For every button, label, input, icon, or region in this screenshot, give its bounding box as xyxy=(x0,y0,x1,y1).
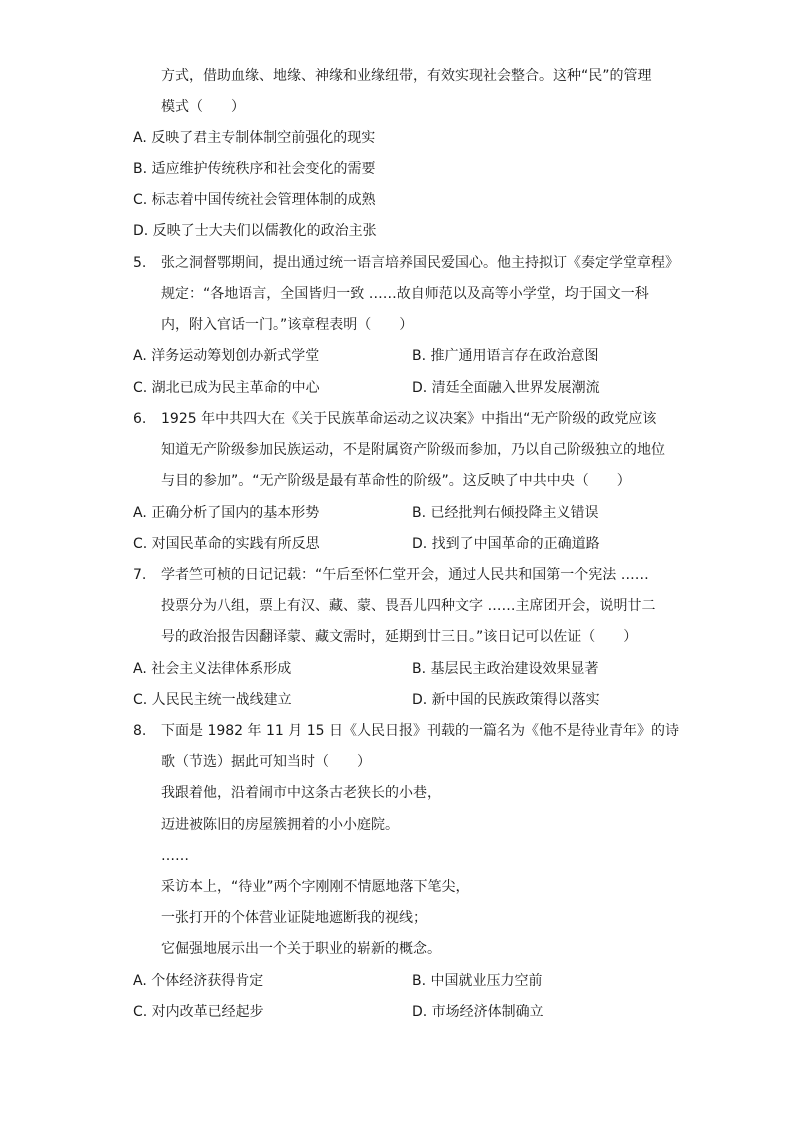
q6-number: 6. xyxy=(133,411,147,427)
q8-option-d: D. 市场经济体制确立 xyxy=(412,1004,544,1020)
q8-number: 8. xyxy=(133,723,147,739)
q5-stem-line: 张之洞督鄂期间，提出通过统一语言培养国民爱国心。他主持拟订《奏定学堂章程》 xyxy=(161,255,679,271)
q5-option-c: C. 湖北已成为民主革命的中心 xyxy=(133,380,320,396)
q7-option-c: C. 人民民主统一战线建立 xyxy=(133,692,292,708)
q8-stem-line: 下面是 1982 年 11 月 15 日《人民日报》刊载的一篇名为《他不是待业青年》的诗 xyxy=(161,723,679,739)
q6-option-c: C. 对国民革命的实践有所反思 xyxy=(133,536,320,552)
q7-option-a: A. 社会主义法律体系形成 xyxy=(133,661,292,677)
q8-poem-line: 迈进被陈旧的房屋簇拥着的小小庭院。 xyxy=(161,817,399,833)
q7-stem-line: 学者竺可桢的日记记载：“午后至怀仁堂开会，通过人民共和国第一个宪法 …… xyxy=(161,567,649,583)
q8-poem-line: 一张打开的个体营业证陡地遮断我的视线； xyxy=(161,910,427,926)
q8-option-b: B. 中国就业压力空前 xyxy=(412,973,543,989)
q7-option-b: B. 基层民主政治建设效果显著 xyxy=(412,661,599,677)
q6-option-b: B. 已经批判右倾投降主义错误 xyxy=(412,505,599,521)
q6-stem-line: 1925 年中共四大在《关于民族革命运动之议决案》中指出“无产阶级的政党应该 xyxy=(161,411,657,427)
q8-stem-line: 歌（节选）据此可知当时（ ） xyxy=(161,754,371,770)
q7-stem-line: 号的政治报告因翻译蒙、藏文需时，延期到廿三日。”该日记可以佐证（ ） xyxy=(161,629,638,645)
q5-stem-line: 内，附入官话一门。”该章程表明（ ） xyxy=(161,317,414,333)
q5-option-b: B. 推广通用语言存在政治意图 xyxy=(412,348,599,364)
q8-poem-line: 采访本上，“待业”两个字刚刚不情愿地落下笔尖， xyxy=(161,879,470,895)
q4-stem-line: 方式，借助血缘、地缘、神缘和业缘纽带，有效实现社会整合。这种“民”的管理 xyxy=(161,68,652,84)
q6-stem-line: 知道无产阶级参加民族运动，不是附属资产阶级而参加，乃以自己阶级独立的地位 xyxy=(161,442,665,458)
q6-stem-line: 与目的参加”。“无产阶级是最有革命性的阶级”。这反映了中共中央（ ） xyxy=(161,473,631,489)
q4-option-d: D. 反映了士大夫们以儒教化的政治主张 xyxy=(133,223,377,239)
q4-option-c: C. 标志着中国传统社会管理体制的成熟 xyxy=(133,192,376,208)
q5-stem-line: 规定：“各地语言，全国皆归一致 ……故自师范以及高等小学堂，均于国文一科 xyxy=(161,286,649,302)
q5-number: 5. xyxy=(133,255,147,271)
q7-number: 7. xyxy=(133,567,147,583)
q6-option-a: A. 正确分析了国内的基本形势 xyxy=(133,505,320,521)
q8-poem-line: 它倔强地展示出一个关于职业的崭新的概念。 xyxy=(161,941,441,957)
q5-option-a: A. 洋务运动筹划创办新式学堂 xyxy=(133,348,320,364)
q6-option-d: D. 找到了中国革命的正确道路 xyxy=(412,536,600,552)
q4-option-a: A. 反映了君主专制体制空前强化的现实 xyxy=(133,130,376,146)
q5-option-d: D. 清廷全面融入世界发展潮流 xyxy=(412,380,600,396)
q8-poem-ellipsis: …… xyxy=(161,848,189,864)
q8-poem-line: 我跟着他，沿着闹市中这条古老狭长的小巷， xyxy=(161,785,441,801)
q8-option-a: A. 个体经济获得肯定 xyxy=(133,973,264,989)
q7-stem-line: 投票分为八组，票上有汉、藏、蒙、畏吾儿四种文字 ……主席团开会，说明廿二 xyxy=(161,598,656,614)
q8-option-c: C. 对内改革已经起步 xyxy=(133,1004,264,1020)
q4-stem-line: 模式（ ） xyxy=(161,99,245,115)
q4-option-b: B. 适应维护传统秩序和社会变化的需要 xyxy=(133,161,376,177)
q7-option-d: D. 新中国的民族政策得以落实 xyxy=(412,692,600,708)
